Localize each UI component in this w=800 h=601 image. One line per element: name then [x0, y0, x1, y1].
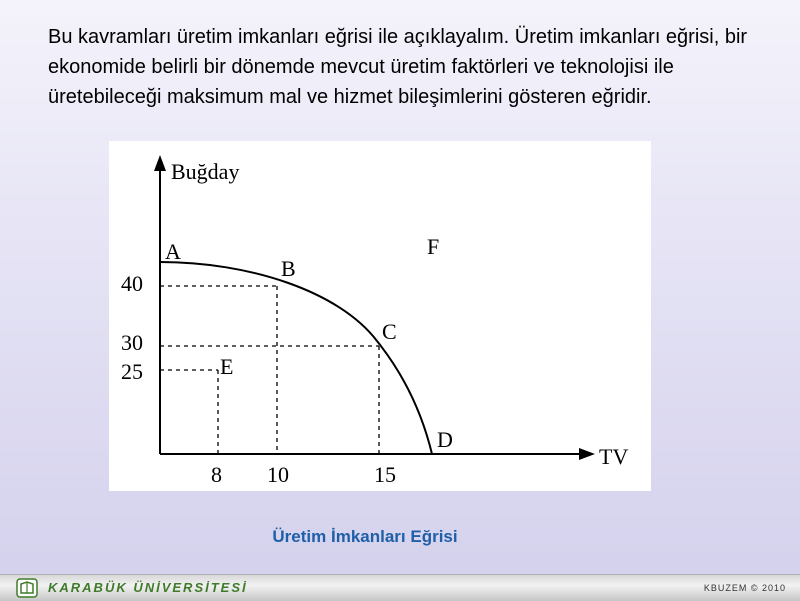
y-tick-40: 40 — [121, 271, 143, 296]
university-name: KARABÜK ÜNİVERSİTESİ — [48, 580, 248, 595]
footer-bar — [0, 574, 800, 601]
figure-caption: Üretim İmkanları Eğrisi — [272, 527, 458, 546]
intro-paragraph: Bu kavramları üretim imkanları eğrisi ile açıklayalım. Üretim imkanları eğrisi, bir ekonomide belirli bir dönemde mevcut üretim faktörleri ve teknolojisi ile üretebileceği maksimum mal ve hizmet bileşimlerini gösteren eğridir. — [48, 26, 748, 108]
y-axis-arrow — [154, 155, 166, 171]
x-tick-10: 10 — [267, 462, 289, 487]
point-label-d: D — [437, 427, 453, 452]
point-label-e: E — [220, 354, 234, 379]
point-label-c: C — [382, 319, 397, 344]
y-axis-label: Buğday — [171, 159, 240, 184]
ppf-figure — [109, 141, 651, 491]
y-tick-25: 25 — [121, 359, 143, 384]
x-axis-arrow — [579, 448, 595, 460]
point-label-b: B — [281, 256, 296, 281]
ppf-curve — [160, 262, 432, 454]
x-tick-8: 8 — [211, 462, 222, 487]
x-tick-15: 15 — [374, 462, 396, 487]
point-label-f: F — [427, 234, 440, 259]
ppf-diagram — [109, 141, 651, 491]
x-axis-label: TV — [599, 444, 629, 469]
point-label-a: A — [165, 239, 181, 264]
copyright-text: KBUZEM © 2010 — [703, 583, 786, 593]
university-logo-icon — [16, 578, 38, 598]
y-tick-30: 30 — [121, 330, 143, 355]
